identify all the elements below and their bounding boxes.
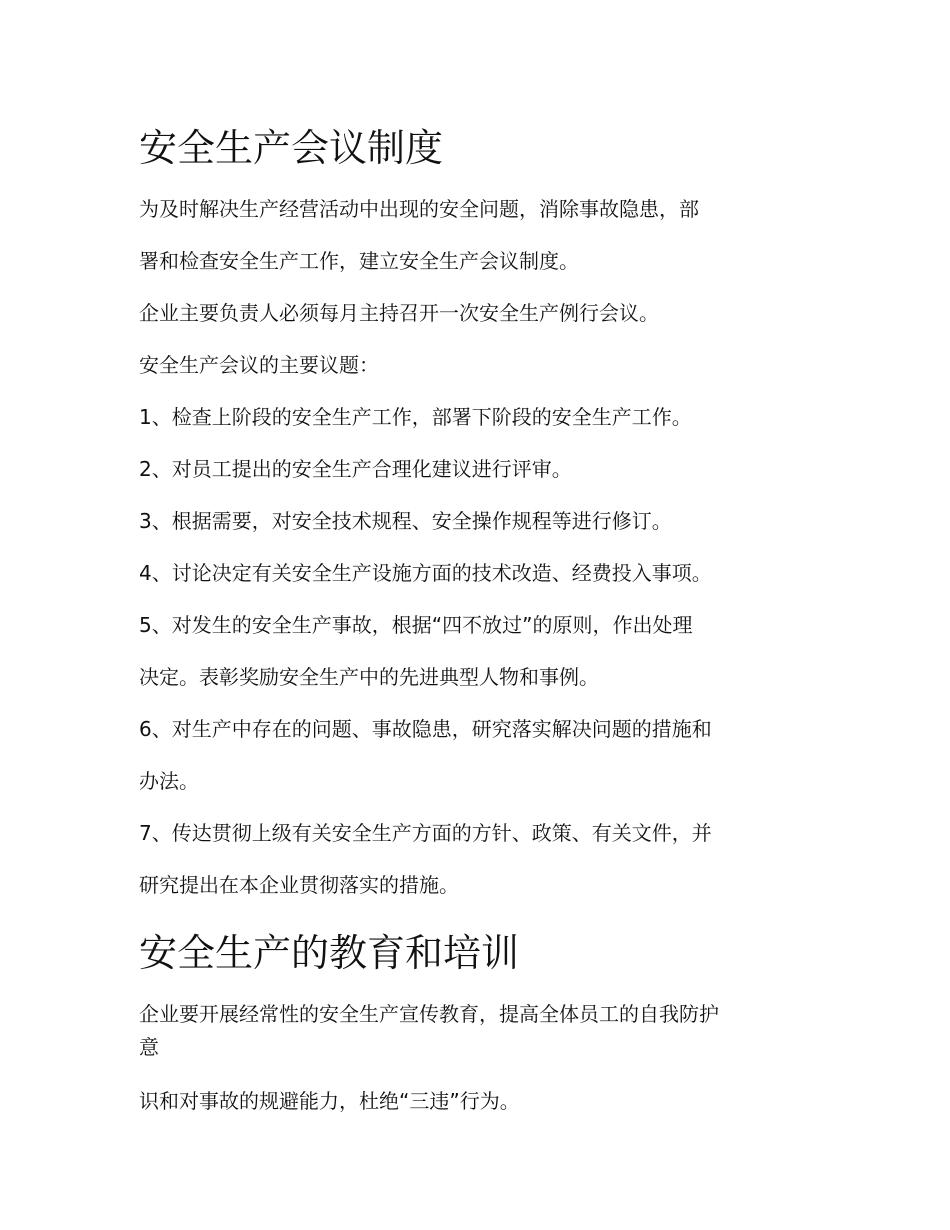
list-item: 2、对员工提出的安全生产合理化建议进行评审。 — [139, 457, 572, 481]
list-item-continued: 研究提出在本企业贯彻落实的措施。 — [139, 873, 459, 897]
list-item: 3、根据需要，对安全技术规程、安全操作规程等进行修订。 — [139, 509, 672, 533]
list-item: 5、对发生的安全生产事故，根据“四不放过”的原则，作出处理 — [139, 613, 693, 637]
paragraph-line: 署和检查安全生产工作，建立安全生产会议制度。 — [139, 249, 579, 273]
paragraph-line: 识和对事故的规避能力，杜绝“三违”行为。 — [139, 1089, 520, 1113]
paragraph-line: 意 — [139, 1035, 159, 1059]
list-item: 6、对生产中存在的问题、事故隐患，研究落实解决问题的措施和 — [139, 717, 712, 741]
list-item: 4、讨论决定有关安全生产设施方面的技术改造、经费投入事项。 — [139, 561, 712, 585]
paragraph-line: 安全生产会议的主要议题： — [139, 353, 379, 377]
section-title-safety-meeting: 安全生产会议制度 — [139, 126, 444, 170]
paragraph-line: 为及时解决生产经营活动中出现的安全问题，消除事故隐患，部 — [139, 197, 699, 221]
list-item: 7、传达贯彻上级有关安全生产方面的方针、政策、有关文件，并 — [139, 821, 712, 845]
list-item-continued: 决定。表彰奖励安全生产中的先进典型人物和事例。 — [139, 665, 599, 689]
list-item-continued: 办法。 — [139, 769, 199, 793]
list-item: 1、检查上阶段的安全生产工作，部署下阶段的安全生产工作。 — [139, 405, 692, 429]
section-title-safety-training: 安全生产的教育和培训 — [139, 931, 520, 975]
paragraph-line: 企业要开展经常性的安全生产宣传教育，提高全体员工的自我防护 — [139, 1002, 719, 1026]
paragraph-line: 企业主要负责人必须每月主持召开一次安全生产例行会议。 — [139, 301, 659, 325]
